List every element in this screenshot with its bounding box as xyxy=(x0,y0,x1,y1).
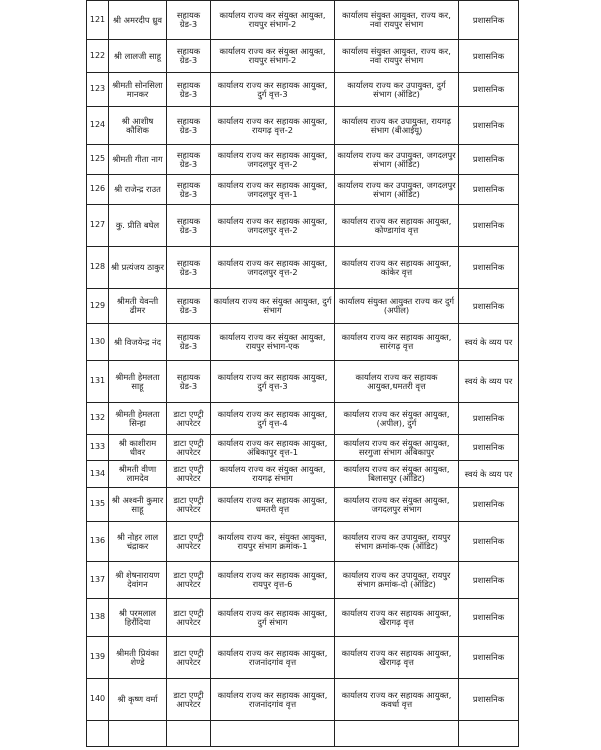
employee-name: श्री प्रत्यंजय ठाकुर xyxy=(109,247,167,289)
row-number: 130 xyxy=(87,324,109,361)
table-row xyxy=(87,403,519,435)
table-row xyxy=(87,562,519,599)
new-office: कार्यालय राज्य कर सहायक आयुक्त, खैरागढ़ वृत्त xyxy=(335,599,459,637)
table-row xyxy=(87,679,519,721)
employee-name: श्री विजयेन्द्र नंद xyxy=(109,324,167,361)
employee-name: श्रीमती सोनसिला मानकर xyxy=(109,73,167,107)
transfer-reason: प्रशासनिक xyxy=(459,1,519,40)
employee-name: श्री काशीराम धीवर xyxy=(109,435,167,461)
transfer-reason: प्रशासनिक xyxy=(459,145,519,175)
new-office: कार्यालय संयुक्त आयुक्त राज्य कर दुर्ग (अपील) xyxy=(335,289,459,324)
new-office: कार्यालय राज्य कर उपायुक्त, रायपुर संभाग क्रमांक-एक (ऑडिट) xyxy=(335,522,459,562)
row-number: 135 xyxy=(87,488,109,522)
row-number: 138 xyxy=(87,599,109,637)
employee-name: श्रीमती हेमलता सिन्हा xyxy=(109,403,167,435)
current-office: कार्यालय राज्य कर सहायक आयुक्त, राजनांदगांव वृत्त xyxy=(211,679,335,721)
table-row xyxy=(87,107,519,145)
transfer-table xyxy=(86,0,519,747)
transfer-reason: प्रशासनिक xyxy=(459,679,519,721)
employee-name: श्रीमती येवन्ती ढीमर xyxy=(109,289,167,324)
employee-name: श्री शेषनारायण देवांगन xyxy=(109,562,167,599)
current-office: कार्यालय राज्य कर सहायक आयुक्त, दुर्ग वृत्त-3 xyxy=(211,361,335,403)
new-office: कार्यालय राज्य कर उपायुक्त, जगदलपुर संभाग (ऑडिट) xyxy=(335,145,459,175)
row-number: 140 xyxy=(87,679,109,721)
transfer-reason: प्रशासनिक xyxy=(459,637,519,679)
table-row-empty xyxy=(87,721,519,747)
current-office: कार्यालय राज्य कर सहायक आयुक्त, दुर्ग वृत्त-3 xyxy=(211,73,335,107)
transfer-reason: प्रशासनिक xyxy=(459,522,519,562)
empty-cell xyxy=(167,721,211,747)
table-row xyxy=(87,247,519,289)
new-office: कार्यालय राज्य कर उपायुक्त, रायगढ़ संभाग (बीआईयू) xyxy=(335,107,459,145)
employee-post: सहायक ग्रेड-3 xyxy=(167,145,211,175)
employee-name: श्रीमती वीणा लामदेव xyxy=(109,461,167,488)
employee-post: सहायक ग्रेड-3 xyxy=(167,205,211,247)
employee-post: सहायक ग्रेड-3 xyxy=(167,107,211,145)
employee-post: डाटा एण्ट्री आपरेटर xyxy=(167,435,211,461)
employee-name: श्री राजेन्द्र राउत xyxy=(109,175,167,205)
current-office: कार्यालय राज्य कर सहायक आयुक्त, दुर्ग वृत्त-4 xyxy=(211,403,335,435)
current-office: कार्यालय राज्य कर, संयुक्त आयुक्त, रायपुर संभाग क्रमांक-1 xyxy=(211,522,335,562)
new-office: कार्यालय राज्य कर सहायक आयुक्त, कांकेर वृत्त xyxy=(335,247,459,289)
employee-name: श्री अमरदीप ध्रुव xyxy=(109,1,167,40)
table-row xyxy=(87,145,519,175)
transfer-reason: प्रशासनिक xyxy=(459,562,519,599)
new-office: कार्यालय राज्य कर संयुक्त आयुक्त, बिलासपुर (ऑडिट) xyxy=(335,461,459,488)
transfer-reason: प्रशासनिक xyxy=(459,73,519,107)
empty-cell xyxy=(335,721,459,747)
employee-post: सहायक ग्रेड-3 xyxy=(167,40,211,73)
table-row xyxy=(87,73,519,107)
row-number: 124 xyxy=(87,107,109,145)
transfer-reason: स्वयं के व्यय पर xyxy=(459,361,519,403)
employee-name: श्रीमती प्रियंका शेण्डे xyxy=(109,637,167,679)
table-row xyxy=(87,522,519,562)
current-office: कार्यालय राज्य कर सहायक आयुक्त, रायपुर वृत्त-6 xyxy=(211,562,335,599)
row-number: 125 xyxy=(87,145,109,175)
table-row xyxy=(87,599,519,637)
current-office: कार्यालय राज्य कर सहायक आयुक्त, जगदलपुर वृत्त-2 xyxy=(211,247,335,289)
employee-name: श्री नोहर लाल चंद्राकर xyxy=(109,522,167,562)
employee-post: डाटा एण्ट्री आपरेटर xyxy=(167,488,211,522)
new-office: कार्यालय राज्य कर उपायुक्त, जगदलपुर संभाग (ऑडिट) xyxy=(335,175,459,205)
employee-name: श्री लालजी साहू xyxy=(109,40,167,73)
table-row xyxy=(87,205,519,247)
row-number: 121 xyxy=(87,1,109,40)
transfer-reason: प्रशासनिक xyxy=(459,435,519,461)
employee-name: श्री आशीष कौशिक xyxy=(109,107,167,145)
current-office: कार्यालय राज्य कर सहायक आयुक्त, जगदलपुर वृत्त-2 xyxy=(211,145,335,175)
transfer-reason: स्वयं के व्यय पर xyxy=(459,461,519,488)
row-number: 139 xyxy=(87,637,109,679)
row-number: 126 xyxy=(87,175,109,205)
table-row xyxy=(87,461,519,488)
table-row xyxy=(87,1,519,40)
new-office: कार्यालय राज्य कर संयुक्त आयुक्त, सरगुजा संभाग अंबिकापुर xyxy=(335,435,459,461)
transfer-reason: प्रशासनिक xyxy=(459,175,519,205)
row-number: 134 xyxy=(87,461,109,488)
new-office: कार्यालय संयुक्त आयुक्त, राज्य कर, नवा रायपुर संभाग xyxy=(335,1,459,40)
employee-name: श्रीमती गीता नाग xyxy=(109,145,167,175)
row-number: 123 xyxy=(87,73,109,107)
current-office: कार्यालय राज्य कर सहायक आयुक्त, धमतरी वृत्त xyxy=(211,488,335,522)
employee-post: डाटा एण्ट्री आपरेटर xyxy=(167,522,211,562)
transfer-reason: प्रशासनिक xyxy=(459,289,519,324)
employee-name: श्री कृष्ण वर्मा xyxy=(109,679,167,721)
row-number: 136 xyxy=(87,522,109,562)
current-office: कार्यालय राज्य कर संयुक्त आयुक्त, दुर्ग संभाग xyxy=(211,289,335,324)
employee-post: सहायक ग्रेड-3 xyxy=(167,175,211,205)
employee-post: सहायक ग्रेड-3 xyxy=(167,324,211,361)
table-row xyxy=(87,289,519,324)
table-row xyxy=(87,637,519,679)
transfer-reason: प्रशासनिक xyxy=(459,205,519,247)
row-number: 129 xyxy=(87,289,109,324)
employee-post: सहायक ग्रेड-3 xyxy=(167,73,211,107)
new-office: कार्यालय राज्य कर सहायक आयुक्त, खैरागढ़ वृत्त xyxy=(335,637,459,679)
employee-post: डाटा एण्ट्री आपरेटर xyxy=(167,679,211,721)
empty-cell xyxy=(109,721,167,747)
empty-cell xyxy=(459,721,519,747)
new-office: कार्यालय राज्य कर सहायक आयुक्त, कवर्धा वृत्त xyxy=(335,679,459,721)
employee-post: डाटा एण्ट्री आपरेटर xyxy=(167,403,211,435)
row-number: 137 xyxy=(87,562,109,599)
row-number: 128 xyxy=(87,247,109,289)
employee-name: श्री परमलाल हिरौंदिया xyxy=(109,599,167,637)
transfer-reason: प्रशासनिक xyxy=(459,403,519,435)
current-office: कार्यालय राज्य कर संयुक्त आयुक्त, रायगढ़ संभाग xyxy=(211,461,335,488)
table-row xyxy=(87,40,519,73)
employee-name: श्री अश्वनी कुमार साहू xyxy=(109,488,167,522)
table-row xyxy=(87,361,519,403)
employee-post: डाटा एण्ट्री आपरेटर xyxy=(167,637,211,679)
employee-post: डाटा एण्ट्री आपरेटर xyxy=(167,599,211,637)
current-office: कार्यालय राज्य कर सहायक आयुक्त, रायगढ़ वृत्त-2 xyxy=(211,107,335,145)
new-office: कार्यालय राज्य कर संयुक्त आयुक्त, जगदलपुर संभाग xyxy=(335,488,459,522)
transfer-reason: स्वयं के व्यय पर xyxy=(459,324,519,361)
new-office: कार्यालय राज्य कर सहायक आयुक्त,धमतरी वृत्त xyxy=(335,361,459,403)
new-office: कार्यालय संयुक्त आयुक्त, राज्य कर, नवा रायपुर संभाग xyxy=(335,40,459,73)
current-office: कार्यालय राज्य कर संयुक्त आयुक्त, रायपुर संभाग-2 xyxy=(211,1,335,40)
current-office: कार्यालय राज्य कर सहायक आयुक्त, राजनांदगांव वृत्त xyxy=(211,637,335,679)
table-row xyxy=(87,435,519,461)
row-number: 133 xyxy=(87,435,109,461)
employee-post: सहायक ग्रेड-3 xyxy=(167,289,211,324)
employee-name: कु. प्रीति बघेल xyxy=(109,205,167,247)
employee-post: डाटा एण्ट्री आपरेटर xyxy=(167,562,211,599)
current-office: कार्यालय राज्य कर संयुक्त आयुक्त, रायपुर संभाग-एक xyxy=(211,324,335,361)
employee-post: सहायक ग्रेड-3 xyxy=(167,1,211,40)
employee-post: सहायक ग्रेड-3 xyxy=(167,247,211,289)
current-office: कार्यालय राज्य कर सहायक आयुक्त, जगदलपुर वृत्त-1 xyxy=(211,175,335,205)
row-number: 131 xyxy=(87,361,109,403)
new-office: कार्यालय राज्य कर सहायक आयुक्त, कोण्डागांव वृत्त xyxy=(335,205,459,247)
new-office: कार्यालय राज्य कर उपायुक्त, दुर्ग संभाग (ऑडिट) xyxy=(335,73,459,107)
current-office: कार्यालय राज्य कर संयुक्त आयुक्त, रायपुर संभाग-2 xyxy=(211,40,335,73)
table-row xyxy=(87,488,519,522)
row-number: 132 xyxy=(87,403,109,435)
row-number: 122 xyxy=(87,40,109,73)
current-office: कार्यालय राज्य कर सहायक आयुक्त, दुर्ग संभाग xyxy=(211,599,335,637)
transfer-reason: प्रशासनिक xyxy=(459,107,519,145)
current-office: कार्यालय राज्य कर सहायक आयुक्त, अंबिकापुर वृत्त-1 xyxy=(211,435,335,461)
current-office: कार्यालय राज्य कर सहायक आयुक्त, जगदलपुर वृत्त-2 xyxy=(211,205,335,247)
employee-post: डाटा एण्ट्री आपरेटर xyxy=(167,461,211,488)
transfer-table-body xyxy=(87,1,519,747)
transfer-reason: प्रशासनिक xyxy=(459,247,519,289)
employee-name: श्रीमती हेमलता साहू xyxy=(109,361,167,403)
transfer-reason: प्रशासनिक xyxy=(459,599,519,637)
new-office: कार्यालय राज्य कर सहायक आयुक्त, सारंगढ़ वृत्त xyxy=(335,324,459,361)
empty-cell xyxy=(211,721,335,747)
transfer-reason: प्रशासनिक xyxy=(459,40,519,73)
transfer-reason: प्रशासनिक xyxy=(459,488,519,522)
employee-post: सहायक ग्रेड-3 xyxy=(167,361,211,403)
table-row xyxy=(87,175,519,205)
new-office: कार्यालय राज्य कर संयुक्त आयुक्त, (अपील), दुर्ग xyxy=(335,403,459,435)
table-row xyxy=(87,324,519,361)
new-office: कार्यालय राज्य कर उपायुक्त, रायपुर संभाग क्रमांक-दो (ऑडिट) xyxy=(335,562,459,599)
empty-cell xyxy=(87,721,109,747)
row-number: 127 xyxy=(87,205,109,247)
